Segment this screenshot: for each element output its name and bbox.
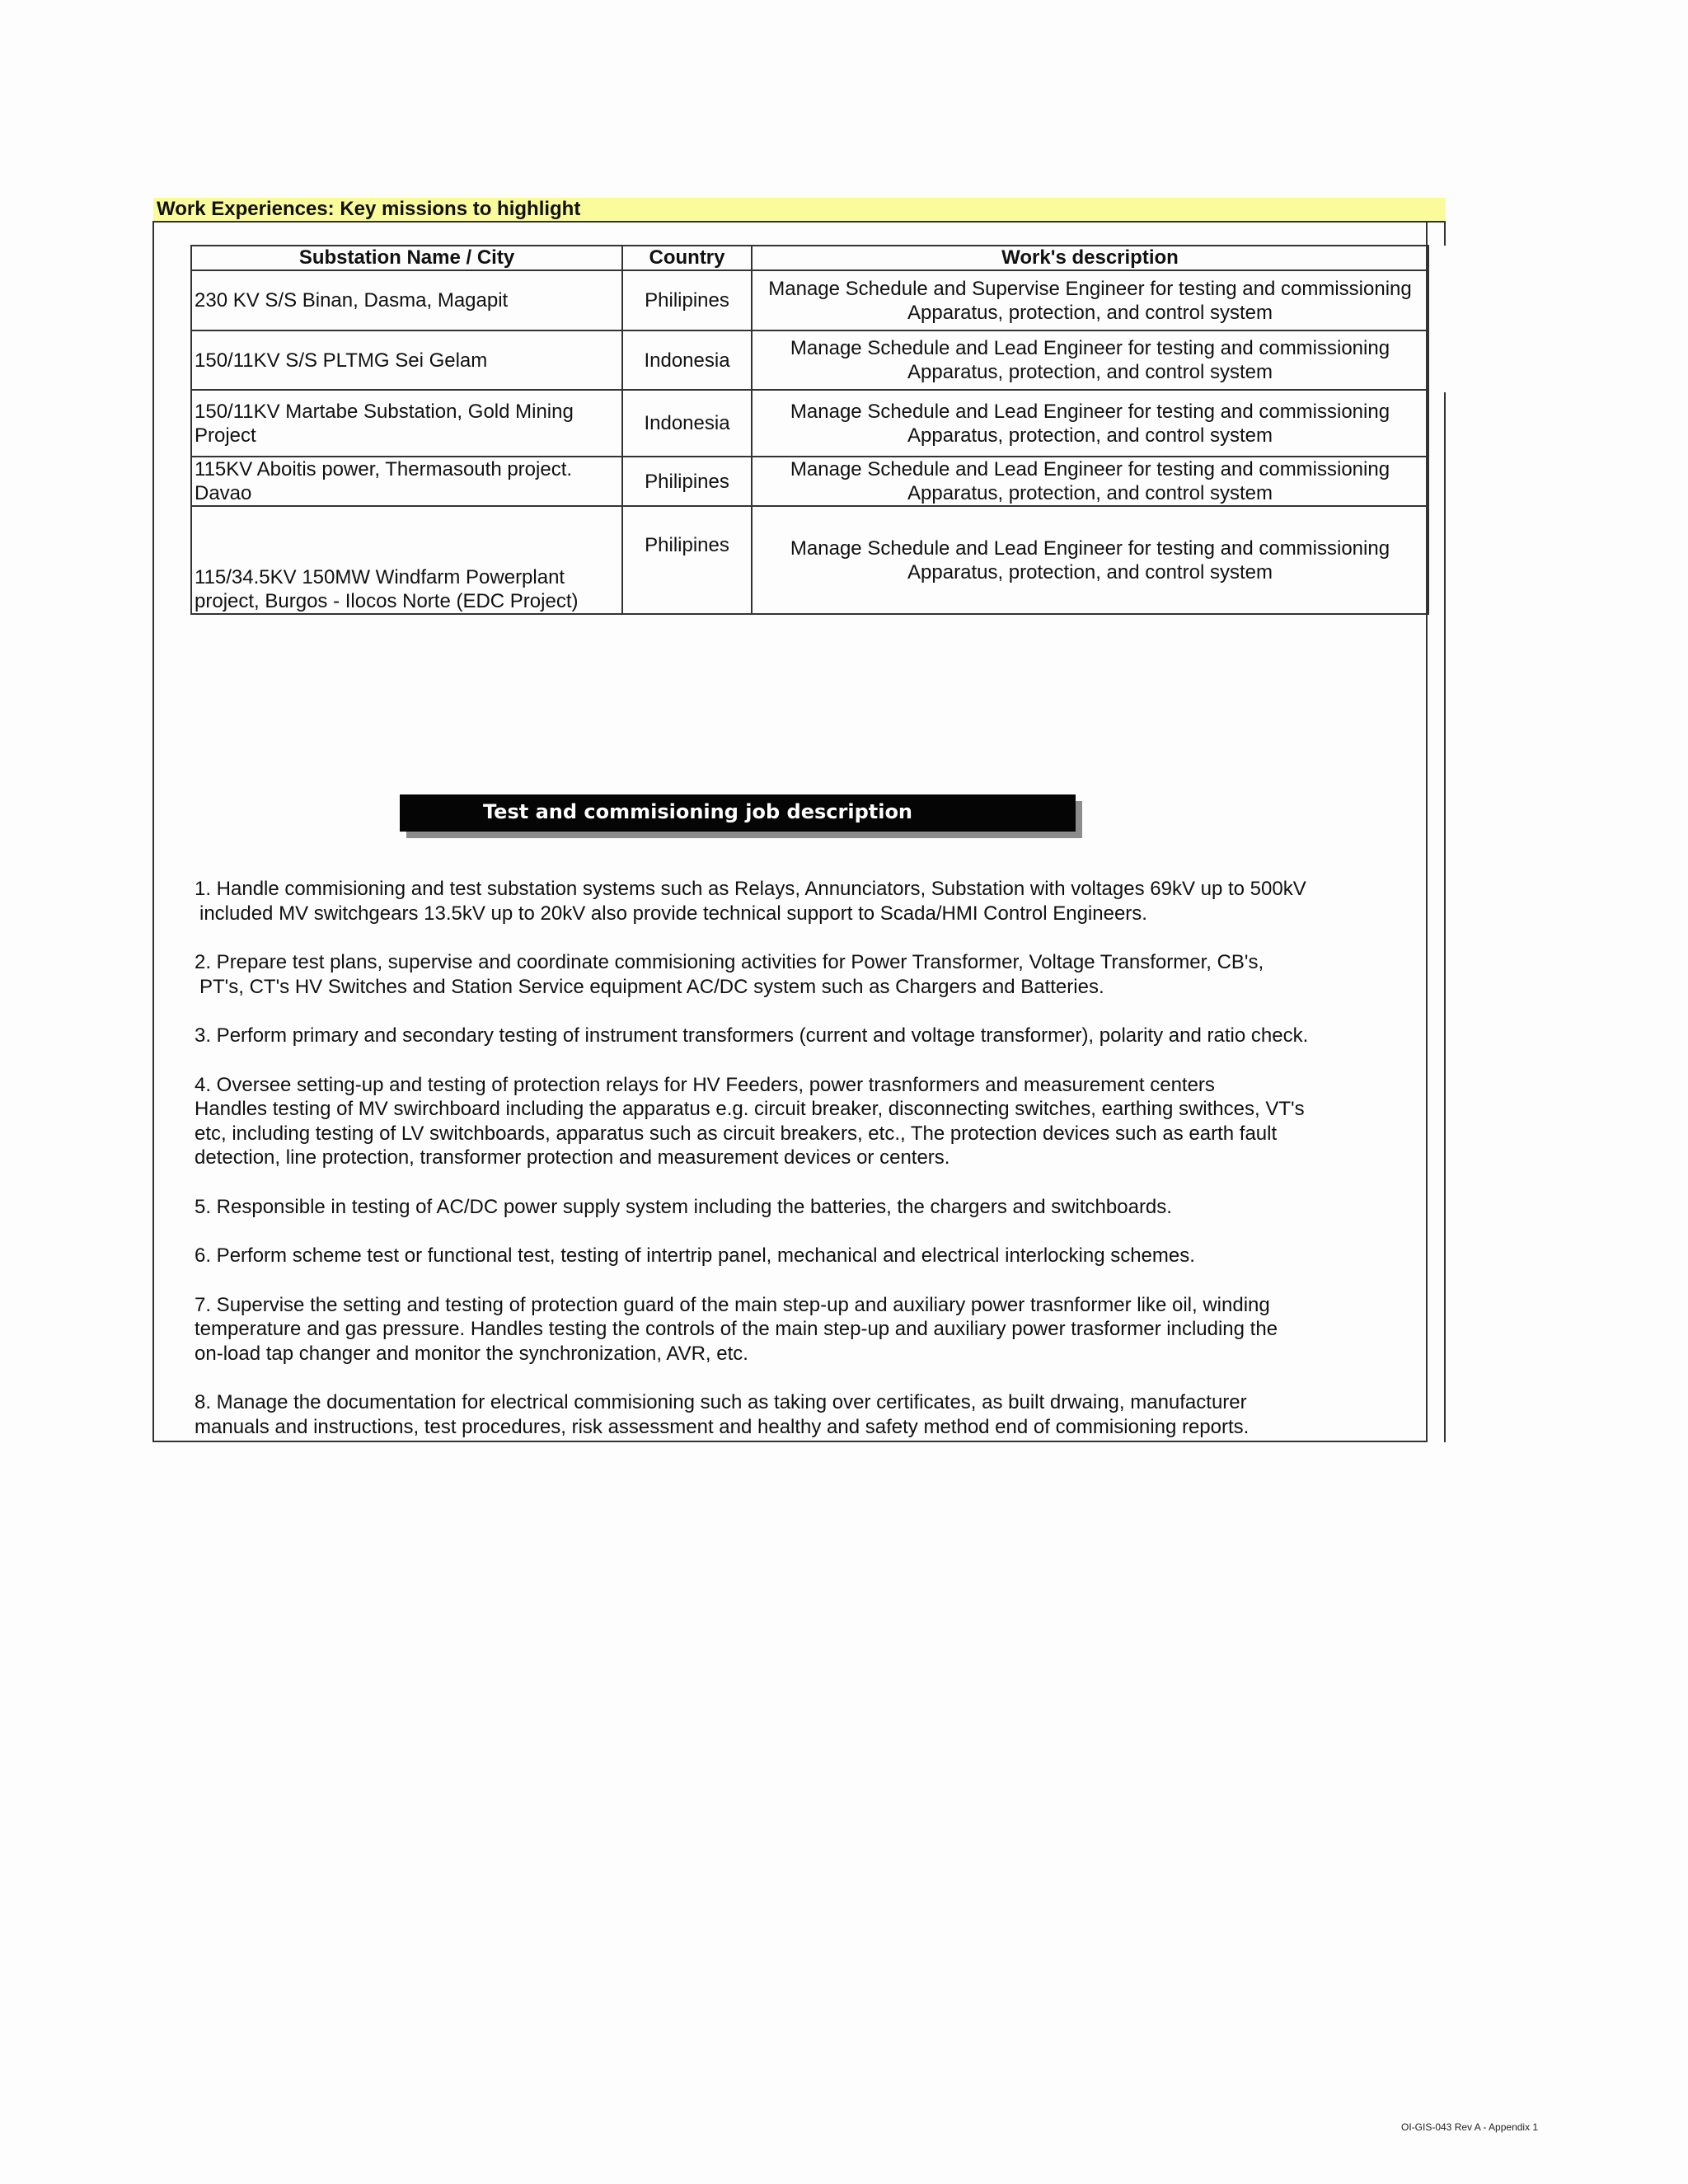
substation-name-line: 150/11KV Martabe Substation, Gold Mining xyxy=(195,400,574,423)
substation-name-line: Davao xyxy=(195,482,252,504)
item-line: etc, including testing of LV switchboards, apparatus such as circuit breakers, etc., The protection devices such as earth fault xyxy=(195,1122,1278,1145)
substation-name-line: 115KV Aboitis power, Thermasouth project. xyxy=(195,458,573,480)
item-line: temperature and gas pressure. Handles testing the controls of the main step-up and auxiliary power trasformer including the xyxy=(195,1318,1278,1340)
country-cell: Philipines xyxy=(622,506,752,614)
item-line: on-load tap changer and monitor the synchronization, AVR, etc. xyxy=(195,1342,748,1365)
section-header xyxy=(153,198,1446,221)
substation-name-line: 115/34.5KV 150MW Windfarm Powerplant xyxy=(195,566,565,588)
country-cell: Indonesia xyxy=(622,330,752,390)
substation-name-line: Project xyxy=(195,424,256,447)
item-line: 2. Prepare test plans, supervise and coordinate commisioning activities for Power Transformer, Voltage Transformer, CB's, xyxy=(195,951,1264,973)
substation-cell xyxy=(191,506,622,614)
country-cell: Indonesia xyxy=(622,390,752,457)
item-line: 4. Oversee setting-up and testing of protection relays for HV Feeders, power trasnformers and measurement centers xyxy=(195,1073,1215,1096)
item-line: 7. Supervise the setting and testing of protection guard of the main step-up and auxiliary power trasnformer like oil, winding xyxy=(195,1293,1270,1316)
substation-cell xyxy=(191,457,622,506)
item-line: 5. Responsible in testing of AC/DC power supply system including the batteries, the chargers and switchboards. xyxy=(195,1195,1172,1218)
description-line: Apparatus, protection, and control system xyxy=(907,560,1273,583)
country-cell: Philipines xyxy=(622,457,752,506)
column-header-substation: Substation Name / City xyxy=(191,246,622,270)
description-cell xyxy=(752,506,1428,614)
frame-border-right-outer xyxy=(1444,221,1446,246)
item-line: PT's, CT's HV Switches and Station Service equipment AC/DC system such as Chargers and Batteries. xyxy=(199,975,1104,998)
table-row xyxy=(191,457,1428,506)
description-line: Manage Schedule and Lead Engineer for testing and commissioning xyxy=(790,337,1390,359)
country-cell: Philipines xyxy=(622,270,752,330)
substation-name-line: project, Burgos - Ilocos Norte (EDC Project) xyxy=(195,590,579,612)
list-item xyxy=(195,1390,1381,1439)
list-item xyxy=(195,1073,1381,1170)
list-item xyxy=(195,877,1381,926)
job-description-list xyxy=(195,877,1381,1464)
description-cell xyxy=(752,270,1428,330)
item-line: 8. Manage the documentation for electrical commisioning such as taking over certificates, as built drwaing, manufacturer xyxy=(195,1391,1247,1413)
description-cell xyxy=(752,390,1428,457)
missions-table xyxy=(190,245,1429,615)
list-item xyxy=(195,950,1381,999)
description-line: Manage Schedule and Supervise Engineer for testing and commissioning xyxy=(768,277,1412,300)
frame-border-top xyxy=(152,221,1446,223)
list-item xyxy=(195,1244,1381,1268)
item-line: detection, line protection, transformer protection and measurement devices or centers. xyxy=(195,1146,950,1169)
table-row xyxy=(191,270,1428,330)
substation-name-line: 150/11KV S/S PLTMG Sei Gelam xyxy=(195,349,488,372)
job-description-title-bar xyxy=(400,794,1076,832)
substation-name-line: 230 KV S/S Binan, Dasma, Magapit xyxy=(195,289,509,312)
list-item xyxy=(195,1024,1381,1048)
table-row xyxy=(191,506,1428,614)
description-cell xyxy=(752,457,1428,506)
list-item xyxy=(195,1293,1381,1366)
frame-border-left xyxy=(152,221,154,1442)
description-cell xyxy=(752,330,1428,390)
item-line: included MV switchgears 13.5kV up to 20kV also provide technical support to Scada/HMI Control Engineers. xyxy=(199,902,1147,925)
item-line: Handles testing of MV swirchboard including the apparatus e.g. circuit breaker, disconnecting switches, earthing swithces, VT's xyxy=(195,1098,1305,1120)
description-line: Apparatus, protection, and control system xyxy=(907,361,1273,383)
description-line: Manage Schedule and Lead Engineer for testing and commissioning xyxy=(790,537,1390,560)
substation-cell xyxy=(191,390,622,457)
substation-cell xyxy=(191,330,622,390)
document-footer-code: OI-GIS-043 Rev A - Appendix 1 xyxy=(1401,2121,1539,2133)
substation-cell xyxy=(191,270,622,330)
description-line: Manage Schedule and Lead Engineer for testing and commissioning xyxy=(790,400,1390,423)
description-line: Apparatus, protection, and control system xyxy=(907,301,1273,324)
job-description-title: Test and commisioning job description xyxy=(483,800,913,823)
description-line: Apparatus, protection, and control system xyxy=(907,424,1273,447)
table-row xyxy=(191,330,1428,390)
list-item xyxy=(195,1195,1381,1220)
frame-border-right-outer xyxy=(1444,392,1446,1442)
item-line: manuals and instructions, test procedures, risk assessment and healthy and safety method end of commisioning reports. xyxy=(195,1415,1250,1438)
item-line: 1. Handle commisioning and test substation systems such as Relays, Annunciators, Substation with voltages 69kV up to 500kV xyxy=(195,878,1306,900)
table-header-row xyxy=(191,246,1428,270)
table-row xyxy=(191,390,1428,457)
description-line: Manage Schedule and Lead Engineer for testing and commissioning xyxy=(790,458,1390,480)
column-header-description: Work's description xyxy=(752,246,1428,270)
description-line: Apparatus, protection, and control system xyxy=(907,482,1273,504)
section-title: Work Experiences: Key missions to highlight xyxy=(157,198,581,220)
item-line: 6. Perform scheme test or functional test, testing of intertrip panel, mechanical and electrical interlocking schemes. xyxy=(195,1244,1195,1267)
item-line: 3. Perform primary and secondary testing of instrument transformers (current and voltage transformer), polarity and ratio check. xyxy=(195,1024,1309,1047)
column-header-country: Country xyxy=(622,246,752,270)
